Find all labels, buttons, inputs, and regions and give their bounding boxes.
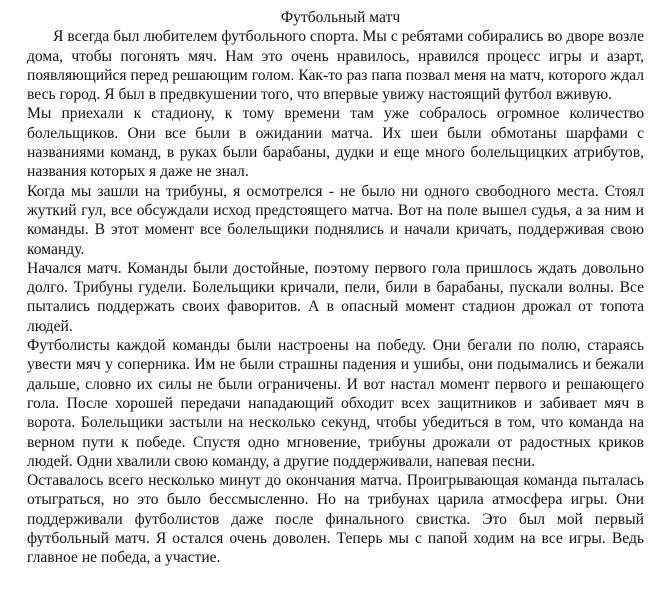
paragraph-6: Оставалось всего несколько минут до окончания матча. Проигрывающая команда пыталась отыграться, но это было бессмысленно. Но на трибунах царила атмосфера игры. Они поддерживали футболистов даже после финального свистка. Это был мой первый футбольный матч. Я остался очень доволен. Теперь мы с папой ходим на все игры. Ведь главное не победа, а участие. <box>27 472 644 567</box>
paragraph-2: Мы приехали к стадиону, к тому времени там уже собралось огромное количество болельщиков. Они все были в ожидании матча. Их шеи были обмотаны шарфами с названиями команд, в руках были барабаны, дудки и еще много болельщицких атрибутов, названия которых я даже не знал. <box>27 105 644 181</box>
paragraph-1: Я всегда был любителем футбольного спорта. Мы с ребятами собирались во дворе возле дома, чтобы погонять мяч. Нам это очень нравилось, нравился процесс игры и азарт, появляющийся перед решающим голом. Как-то раз папа позвал меня на матч, которого ждал весь город. Я был в предвкушении того, что впервые увижу настоящий футбол вживую. <box>27 28 644 104</box>
paragraph-3: Когда мы зашли на трибуны, я осмотрелся - не было ни одного свободного места. Стоял жуткий гул, все обсуждали исход предстоящего матча. Вот на поле вышел судья, а за ним и команды. В этот момент все болельщики поднялись и начали кричать, поддерживая свою команду. <box>27 182 644 258</box>
paragraph-5: Футболисты каждой команды были настроены на победу. Они бегали по полю, стараясь увести мяч у соперника. Им не были страшны падения и ушибы, они подымались и бежали дальше, словно их силы не были ограничены. И вот настал момент первого и решающего гола. После хорошей передачи нападающий обходит всех защитников и забивает мяч в ворота. Болельщики застыли на несколько секунд, чтобы убедиться в том, что команда на верном пути к победе. Спустя одно мгновение, трибуны дрожали от радостных криков людей. Одни хвалили свою команду, а другие поддерживали, напевая песни. <box>27 337 644 470</box>
document-page <box>0 8 672 603</box>
paragraph-4: Начался матч. Команды были достойные, поэтому первого гола пришлось ждать довольно долго. Трибуны гудели. Болельщики кричали, пели, били в барабаны, пускали волны. Все пытались поддержать своих фаворитов. А в опасный момент стадион дрожал от топота людей. <box>27 259 644 335</box>
document-title: Футбольный матч <box>280 9 401 26</box>
